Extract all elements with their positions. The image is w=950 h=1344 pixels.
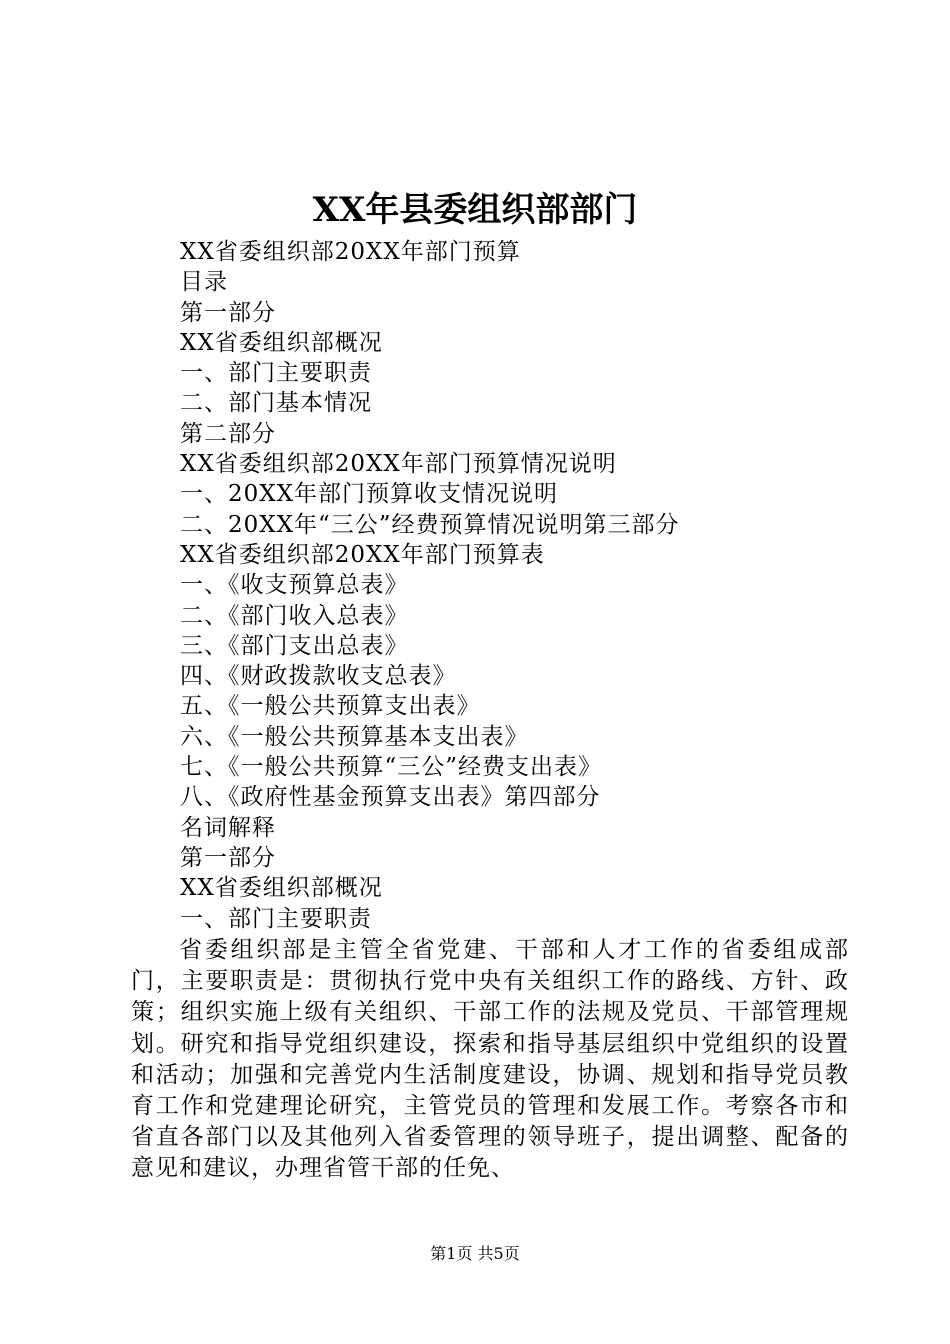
toc-line: XX省委组织部概况 [180, 875, 383, 902]
toc-line: 目录 [180, 269, 228, 296]
toc-line: XX省委组织部概况 [180, 329, 383, 356]
toc-line: XX省委组织部20XX年部门预算情况说明 [180, 451, 617, 478]
toc-line: 二、《部门收入总表》 [180, 602, 409, 629]
document-title: XX年县委组织部部门 [312, 190, 638, 230]
toc-line: XX省委组织部20XX年部门预算表 [180, 541, 545, 568]
toc-line: 七、《一般公共预算“三公”经费支出表》 [180, 754, 603, 781]
body-paragraph: 省委组织部是主管全省党建、干部和人才工作的省委组成部门，主要职责是：贯彻执行党中央有关组织工作的路线、方针、政策；组织实施上级有关组织、干部工作的法规及党员、干部管理规划。研究和指导党组织建设，探索和指导基层组织中党组织的设置和活动；加强和完善党内生活制度建设，协调、规划和指导党员教育工作和党建理论研究，主管党员的管理和发展工作。考察各市和省直各部门以及其他列入省委管理的领导班子，提出调整、配备的意见和建议，办理省管干部的任免、 [131, 937, 849, 1182]
toc-line: 二、20XX年“三公”经费预算情况说明第三部分 [180, 511, 680, 538]
page-footer: 第1页 共5页 [430, 1244, 520, 1263]
toc-line: 四、《财政拨款收支总表》 [180, 663, 457, 690]
toc-line: 三、《部门支出总表》 [180, 632, 409, 659]
toc-line: 第一部分 [180, 299, 276, 326]
toc-line: 名词解释 [180, 814, 276, 841]
toc-line: 一、部门主要职责 [180, 360, 372, 387]
toc-line: 六、《一般公共预算基本支出表》 [180, 723, 529, 750]
toc-line: 第一部分 [180, 844, 276, 871]
toc-line: 一、《收支预算总表》 [180, 572, 409, 599]
toc-line: 八、《政府性基金预算支出表》第四部分 [180, 784, 601, 811]
toc-line: 一、部门主要职责 [180, 905, 372, 932]
table-of-contents [180, 237, 900, 934]
toc-line: 五、《一般公共预算支出表》 [180, 693, 481, 720]
toc-line: 一、20XX年部门预算收支情况说明 [180, 481, 559, 508]
toc-line: 二、部门基本情况 [180, 390, 372, 417]
toc-line: 第二部分 [180, 420, 276, 447]
toc-line: XX省委组织部20XX年部门预算 [180, 239, 521, 265]
